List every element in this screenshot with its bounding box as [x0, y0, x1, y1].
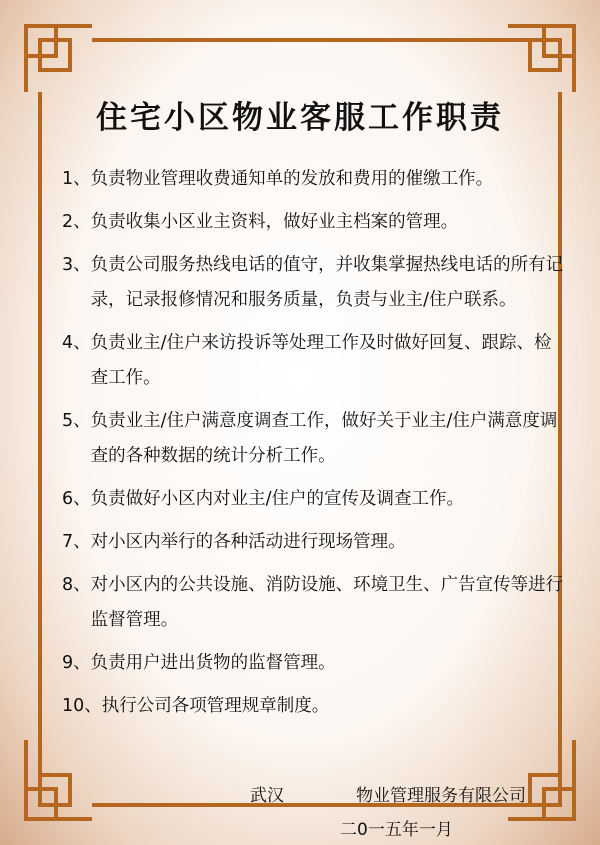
duty-number: 4、	[62, 333, 91, 353]
duty-number: 8、	[62, 575, 91, 595]
duty-text: 执行公司各项管理规章制度。	[101, 696, 330, 716]
page-title: 住宅小区物业客服工作职责	[96, 100, 504, 136]
corner-ornament-top-right	[508, 26, 574, 92]
duty-text: 负责物业管理收费通知单的发放和费用的催缴工作。	[90, 169, 494, 189]
duty-text: 负责业主/住户满意度调查工作，做好关于业主/住户满意度调查的各种数据的统计分析工作。	[90, 411, 558, 466]
corner-ornament-bottom-right	[508, 740, 574, 819]
duty-text: 对小区内举行的各种活动进行现场管理。	[90, 532, 406, 552]
signature-city: 武汉	[250, 786, 284, 806]
duty-text: 负责用户进出货物的监督管理。	[90, 653, 336, 673]
list-item	[62, 482, 582, 517]
duty-number: 3、	[62, 255, 91, 275]
duty-number: 5、	[62, 411, 91, 431]
duty-number: 2、	[62, 212, 91, 232]
list-item	[62, 248, 582, 318]
duty-text: 对小区内的公共设施、消防设施、环境卫生、广告宣传等进行监督管理。	[90, 575, 564, 630]
corner-ornament-top-left	[26, 26, 92, 92]
duty-number: 9、	[62, 653, 91, 673]
list-item	[62, 646, 582, 681]
signature-company: 物业管理服务有限公司	[356, 786, 526, 806]
duty-number: 10、	[62, 696, 102, 716]
list-item	[62, 404, 582, 474]
list-item	[62, 525, 582, 560]
duty-text: 负责公司服务热线电话的值守，并收集掌握热线电话的所有记录，记录报修情况和服务质量，负责与业主/住户联系。	[90, 255, 564, 310]
corner-ornament-bottom-left	[26, 740, 92, 819]
duty-number: 1、	[62, 169, 91, 189]
signature-date: 二0一五年一月	[340, 820, 453, 840]
duty-list	[62, 162, 582, 732]
duty-text: 负责收集小区业主资料，做好业主档案的管理。	[90, 212, 459, 232]
duty-text: 负责业主/住户来访投诉等处理工作及时做好回复、跟踪、检查工作。	[90, 333, 552, 388]
list-item	[62, 568, 582, 638]
duty-text: 负责做好小区内对业主/住户的宣传及调查工作。	[90, 489, 465, 509]
duty-number: 7、	[62, 532, 91, 552]
list-item	[62, 162, 582, 197]
list-item	[62, 326, 582, 396]
duty-number: 6、	[62, 489, 91, 509]
list-item	[62, 689, 582, 724]
list-item	[62, 205, 582, 240]
